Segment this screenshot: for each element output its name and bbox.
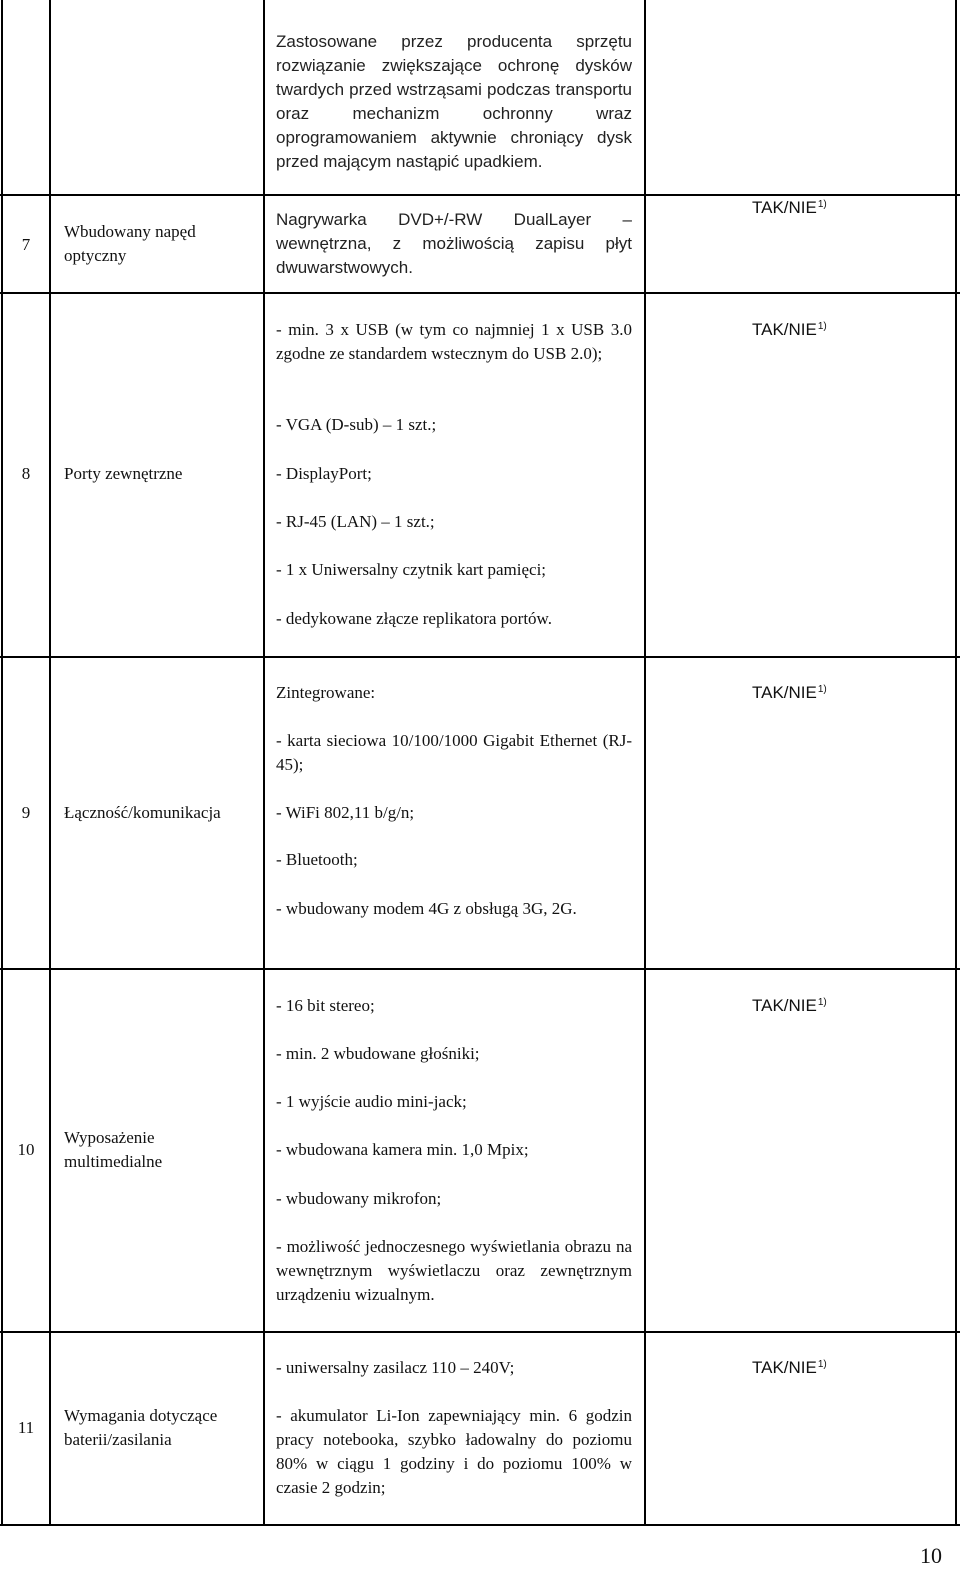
row9-number: 9 [21, 803, 31, 822]
tak-nie-label: TAK/NIE [752, 1358, 817, 1377]
row6-description: Zastosowane przez producenta sprzętu rozwiązanie zwiększające ochronę dysków twardych przed wstrząsami podczas transportu oraz mechanizm ochronny wraz oprogramowaniem aktywnie chroniący dysk przed mającym nastąpić upadkiem. [276, 32, 632, 171]
row9-item: - wbudowany modem 4G z obsługą 3G, 2G. [276, 899, 577, 918]
footnote-ref: 1) [817, 1359, 827, 1370]
row7-tak-nie [752, 196, 862, 220]
row11-number: 11 [17, 1418, 35, 1437]
row11-tak-nie [752, 1356, 862, 1380]
row9-item: - Bluetooth; [276, 850, 358, 869]
row8-item: - dedykowane złącze replikatora portów. [276, 609, 552, 628]
table-column-divider [263, 0, 265, 1526]
tak-nie-label: TAK/NIE [752, 996, 817, 1015]
tak-nie-label: TAK/NIE [752, 320, 817, 339]
row-divider [0, 656, 960, 658]
row8-tak-nie [752, 318, 862, 342]
row10-item: - 1 wyjście audio mini-jack; [276, 1092, 467, 1111]
row10-number: 10 [17, 1140, 35, 1159]
row11-item: - uniwersalny zasilacz 110 – 240V; [276, 1358, 515, 1377]
row10-item: - wbudowany mikrofon; [276, 1189, 442, 1208]
page-number: 10 [920, 1543, 942, 1568]
row-divider [0, 292, 960, 294]
row10-tak-nie [752, 994, 862, 1018]
row9-item: Zintegrowane: [276, 683, 376, 702]
row10-name: Wyposażenie multimedialne [64, 1128, 163, 1171]
tak-nie-label: TAK/NIE [752, 683, 817, 702]
row8-number: 8 [21, 464, 31, 483]
row8-item: - min. 3 x USB (w tym co najmniej 1 x USB 3.0 zgodne ze standardem wstecznym do USB 2.0); [276, 320, 632, 363]
row8-item: - DisplayPort; [276, 464, 372, 483]
row10-item: - min. 2 wbudowane głośniki; [276, 1044, 480, 1063]
row9-item: - karta sieciowa 10/100/1000 Gigabit Ethernet (RJ-45); [276, 731, 632, 774]
row7-description: Nagrywarka DVD+/-RW DualLayer – wewnętrzna, z możliwością zapisu płyt dwuwarstwowych. [276, 210, 632, 277]
row8-item: - RJ-45 (LAN) – 1 szt.; [276, 512, 435, 531]
footnote-ref: 1) [817, 199, 827, 210]
row9-tak-nie [752, 681, 862, 705]
row10-item: - wbudowana kamera min. 1,0 Mpix; [276, 1140, 529, 1159]
row11-name: Wymagania dotyczące baterii/zasilania [64, 1406, 218, 1449]
footnote-ref: 1) [817, 321, 827, 332]
row10-item: - możliwość jednoczesnego wyświetlania obrazu na wewnętrznym wyświetlaczu oraz zewnętrznym urządzeniu wizualnym. [276, 1237, 632, 1304]
row-divider [0, 1524, 960, 1526]
row11-item: - akumulator Li-Ion zapewniający min. 6 godzin pracy notebooka, szybko ładowalny do poziomu 80% w ciągu 1 godziny i do poziomu 100% w czasie 2 godzin; [276, 1406, 632, 1497]
row7-number: 7 [21, 235, 31, 254]
row-divider [0, 968, 960, 970]
row-divider [0, 1331, 960, 1333]
footnote-ref: 1) [817, 684, 827, 695]
row8-item: - 1 x Uniwersalny czytnik kart pamięci; [276, 560, 547, 579]
table-border-left [1, 0, 3, 1526]
table-column-divider [49, 0, 51, 1526]
row9-name: Łączność/komunikacja [64, 803, 221, 822]
row8-name: Porty zewnętrzne [64, 464, 183, 483]
row8-item: - VGA (D-sub) – 1 szt.; [276, 415, 437, 434]
table-border-right [955, 0, 957, 1526]
tak-nie-label: TAK/NIE [752, 198, 817, 217]
row10-item: - 16 bit stereo; [276, 996, 375, 1015]
row7-name: Wbudowany napęd optyczny [64, 222, 196, 265]
footnote-ref: 1) [817, 997, 827, 1008]
row9-item: - WiFi 802,11 b/g/n; [276, 803, 415, 822]
table-column-divider [644, 0, 646, 1526]
